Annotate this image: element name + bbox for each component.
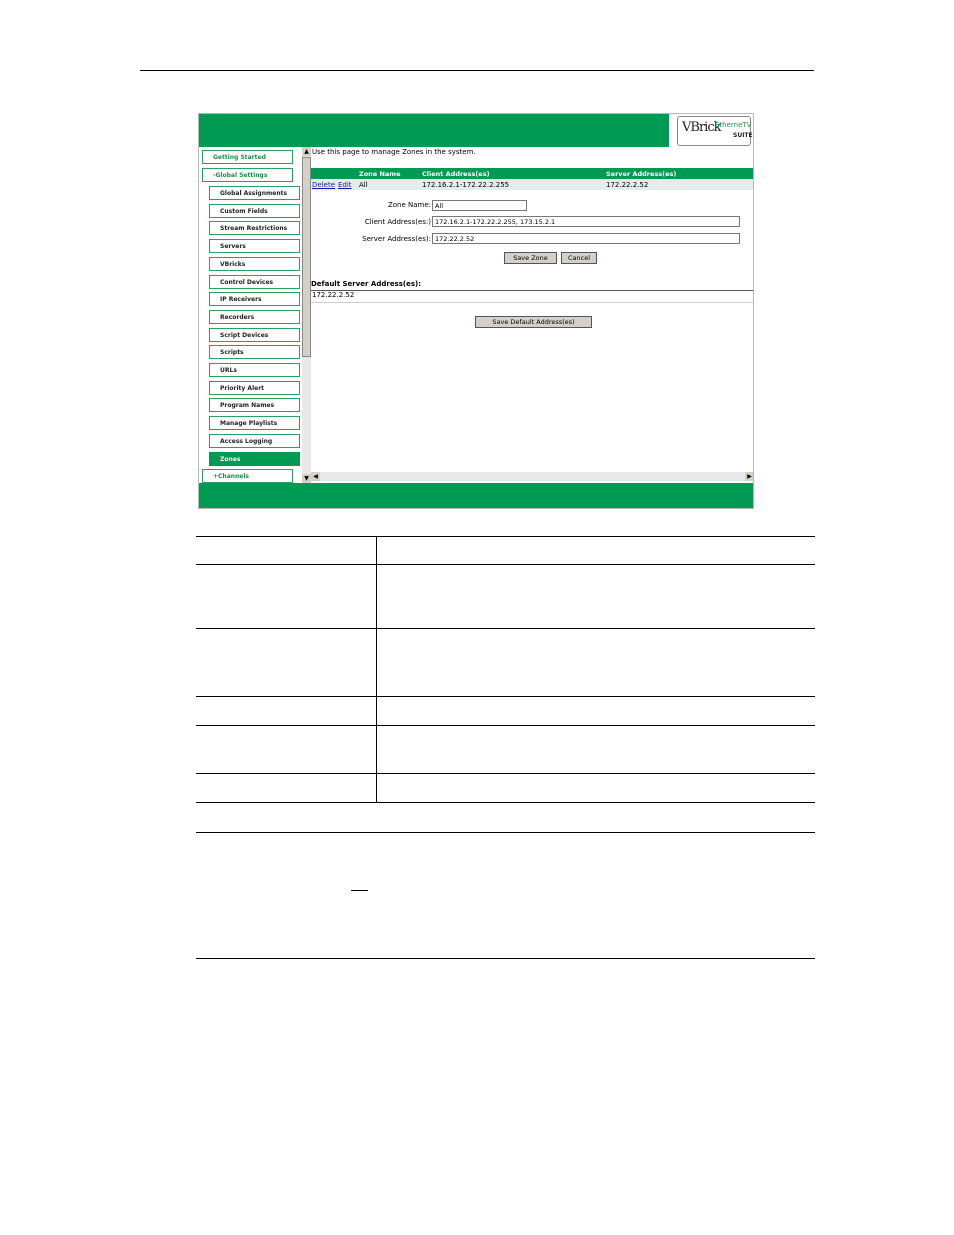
sidebar [199, 147, 302, 483]
scroll-left-arrow-icon[interactable]: ◀ [311, 472, 320, 481]
note-rule [196, 832, 815, 833]
logo-brand: VBrick [682, 120, 721, 135]
zones-screenshot [198, 113, 754, 509]
table-rule [196, 725, 815, 726]
server-address-label: Server Address(es): [362, 235, 431, 243]
table-rule [196, 696, 815, 697]
header-zone-name: Zone Name [359, 170, 401, 178]
note-rule [196, 958, 815, 959]
sidebar-item-stream-restrictions[interactable]: Stream Restrictions [209, 221, 300, 235]
sidebar-item-servers[interactable]: Servers [209, 239, 300, 253]
default-server-title: Default Server Address(es): [311, 280, 422, 288]
cancel-button[interactable]: Cancel [561, 252, 597, 264]
sidebar-item-zones[interactable]: Zones [209, 452, 300, 466]
bottom-banner [199, 483, 754, 509]
delete-link[interactable]: Delete [312, 181, 335, 189]
client-address-input[interactable]: 172.16.2.1-172.22.2.255, 173.15.2.1 [432, 216, 740, 227]
row-client-address: 172.16.2.1-172.22.2.255 [422, 181, 510, 189]
sidebar-scrollbar[interactable] [302, 147, 311, 483]
main-content [311, 147, 754, 469]
client-address-label: Client Address(es:) [364, 218, 431, 226]
sidebar-item-priority-alert[interactable]: Priority Alert [209, 381, 300, 395]
table-rule [196, 773, 815, 774]
sidebar-item-global-assignments[interactable]: Global Assignments [209, 186, 300, 200]
logo-suite: SUITE [733, 132, 753, 139]
header-server-address: Server Address(es) [606, 170, 677, 178]
sidebar-item-script-devices[interactable]: Script Devices [209, 328, 300, 342]
server-address-input[interactable]: 172.22.2.52 [432, 233, 740, 244]
sidebar-item-vbricks[interactable]: VBricks [209, 257, 300, 271]
sidebar-item-program-names[interactable]: Program Names [209, 398, 300, 412]
table-rule [196, 536, 815, 537]
table-column-divider [376, 536, 377, 802]
logo-frame [677, 116, 751, 146]
scroll-down-arrow-icon[interactable]: ▼ [302, 474, 311, 483]
default-server-value: 172.22.2.52 [311, 291, 754, 303]
scrollbar-thumb[interactable] [302, 157, 311, 357]
scroll-up-arrow-icon[interactable]: ▲ [302, 147, 311, 156]
scroll-right-arrow-icon[interactable]: ▶ [745, 472, 754, 481]
row-server-address: 172.22.2.52 [606, 181, 649, 189]
sidebar-item-getting-started[interactable]: Getting Started [202, 150, 293, 164]
sidebar-item-scripts[interactable]: Scripts [209, 345, 300, 359]
zone-name-label: Zone Name: [387, 201, 431, 209]
note-underline [351, 890, 368, 891]
zone-name-input[interactable]: All [432, 200, 527, 211]
vbrick-logo [669, 114, 754, 147]
sidebar-item-manage-playlists[interactable]: Manage Playlists [209, 416, 300, 430]
table-rule [196, 802, 815, 803]
sidebar-item-control-devices[interactable]: Control Devices [209, 275, 300, 289]
table-rule [196, 628, 815, 629]
table-row [311, 179, 754, 190]
sidebar-item-recorders[interactable]: Recorders [209, 310, 300, 324]
header-rule [140, 70, 814, 71]
top-banner [199, 114, 669, 147]
sidebar-item-global-settings[interactable]: -Global Settings [202, 168, 293, 182]
header-client-address: Client Address(es) [422, 170, 490, 178]
logo-product: EtherneTV [715, 121, 752, 129]
save-default-address-button[interactable]: Save Default Address(es) [475, 316, 592, 328]
row-zone-name: All [359, 181, 368, 189]
table-rule [196, 564, 815, 565]
page-intro: Use this page to manage Zones in the system. [312, 148, 476, 156]
sidebar-item-access-logging[interactable]: Access Logging [209, 434, 300, 448]
zones-table-header [311, 168, 754, 179]
edit-link[interactable]: Edit [338, 181, 352, 189]
save-zone-button[interactable]: Save Zone [504, 252, 557, 264]
sidebar-item-channels[interactable]: +Channels [202, 469, 293, 483]
sidebar-item-custom-fields[interactable]: Custom Fields [209, 204, 300, 218]
sidebar-item-ip-receivers[interactable]: IP Receivers [209, 292, 300, 306]
sidebar-item-urls[interactable]: URLs [209, 363, 300, 377]
content-horizontal-scrollbar[interactable] [311, 472, 754, 481]
